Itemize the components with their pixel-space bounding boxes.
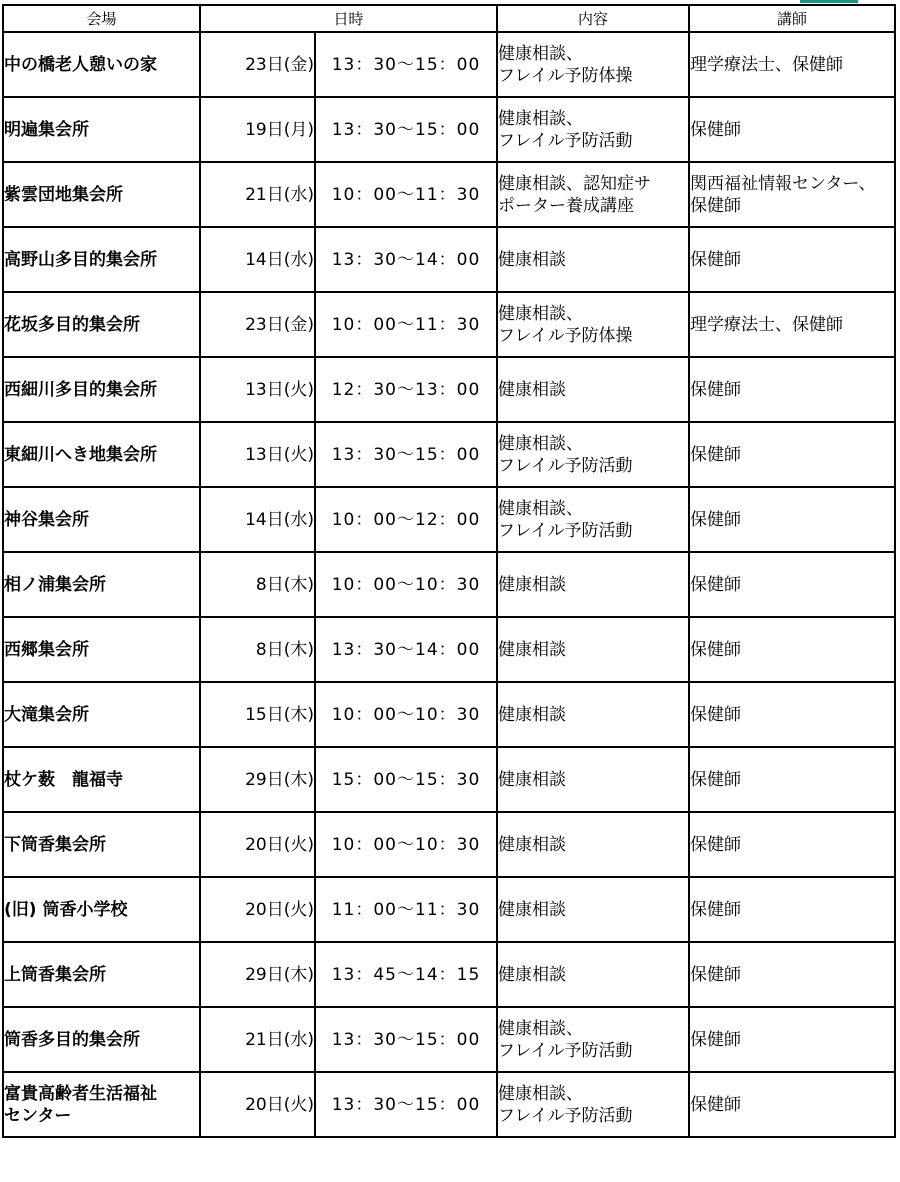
content-cell (497, 422, 689, 487)
time-cell: 13：30〜14：00 (315, 227, 497, 292)
lecturer-cell-line: 保健師 (690, 964, 742, 985)
content-cell-line: 健康相談 (498, 834, 567, 855)
content-cell-line: 健康相談 (498, 639, 567, 660)
venue-cell (3, 747, 200, 812)
time-cell: 13：30〜15：00 (315, 97, 497, 162)
content-cell-line: 健康相談、 (498, 1018, 584, 1039)
table-row (3, 682, 895, 747)
venue-cell-line: 明遍集会所 (4, 119, 89, 140)
time-cell: 10：00〜11：30 (315, 162, 497, 227)
time-cell: 13：30〜15：00 (315, 32, 497, 97)
content-cell (497, 552, 689, 617)
venue-cell (3, 32, 200, 97)
venue-cell (3, 227, 200, 292)
time-cell: 10：00〜11：30 (315, 292, 497, 357)
table-row (3, 162, 895, 227)
time-cell: 10：00〜10：30 (315, 552, 497, 617)
venue-cell (3, 877, 200, 942)
lecturer-cell (689, 682, 895, 747)
content-cell-line: フレイル予防体操 (498, 325, 633, 346)
content-cell-line: フレイル予防活動 (498, 1105, 633, 1126)
content-cell-line: フレイル予防活動 (498, 520, 633, 541)
content-cell (497, 1007, 689, 1072)
content-cell-line: ポーター養成講座 (498, 195, 635, 216)
content-cell (497, 292, 689, 357)
venue-cell (3, 162, 200, 227)
lecturer-cell (689, 747, 895, 812)
lecturer-cell-line: 保健師 (690, 444, 742, 465)
table-row (3, 877, 895, 942)
content-cell (497, 162, 689, 227)
header-lecturer: 講師 (689, 5, 895, 32)
table-row (3, 1007, 895, 1072)
venue-cell-line: 神谷集会所 (4, 509, 89, 530)
venue-cell-line: 筒香多目的集会所 (4, 1029, 140, 1050)
content-cell (497, 357, 689, 422)
lecturer-cell-line: 保健師 (690, 769, 742, 790)
table-body (3, 32, 895, 1137)
table-row (3, 97, 895, 162)
content-cell (497, 617, 689, 682)
time-cell: 10：00〜10：30 (315, 682, 497, 747)
time-cell: 13：45〜14：15 (315, 942, 497, 1007)
day-cell: 29日(木) (200, 747, 315, 812)
venue-cell (3, 942, 200, 1007)
lecturer-cell (689, 422, 895, 487)
venue-cell-line: 高野山多目的集会所 (4, 249, 157, 270)
content-cell (497, 32, 689, 97)
lecturer-cell-line: 理学療法士、保健師 (690, 314, 844, 335)
time-cell: 13：30〜14：00 (315, 617, 497, 682)
table-header (3, 5, 895, 32)
time-cell: 13：30〜15：00 (315, 1007, 497, 1072)
lecturer-cell (689, 292, 895, 357)
venue-cell-line: 杖ケ薮 龍福寺 (4, 769, 123, 790)
venue-cell (3, 812, 200, 877)
content-cell (497, 682, 689, 747)
venue-cell-line: 花坂多目的集会所 (4, 314, 140, 335)
venue-cell (3, 422, 200, 487)
content-cell-line: フレイル予防活動 (498, 1040, 633, 1061)
venue-cell (3, 682, 200, 747)
venue-cell-line: (旧) 筒香小学校 (4, 899, 128, 920)
venue-cell-line: 大滝集会所 (4, 704, 89, 725)
lecturer-cell-line: 保健師 (690, 249, 742, 270)
day-cell: 29日(木) (200, 942, 315, 1007)
lecturer-cell (689, 942, 895, 1007)
table-row (3, 487, 895, 552)
day-cell: 15日(木) (200, 682, 315, 747)
content-cell (497, 812, 689, 877)
day-cell: 20日(火) (200, 812, 315, 877)
day-cell: 20日(火) (200, 1072, 315, 1137)
lecturer-cell-line: 保健師 (690, 834, 742, 855)
table-row (3, 617, 895, 682)
table-row (3, 812, 895, 877)
table-row (3, 747, 895, 812)
content-cell (497, 97, 689, 162)
time-cell: 13：30〜15：00 (315, 1072, 497, 1137)
lecturer-cell-line: 関西福祉情報センター、 (690, 173, 876, 194)
table-row (3, 552, 895, 617)
content-cell (497, 877, 689, 942)
content-cell-line: 健康相談、 (498, 433, 584, 454)
day-cell: 8日(木) (200, 617, 315, 682)
content-cell (497, 942, 689, 1007)
day-cell: 13日(火) (200, 357, 315, 422)
venue-cell (3, 292, 200, 357)
venue-cell (3, 1007, 200, 1072)
lecturer-cell (689, 877, 895, 942)
table-row (3, 32, 895, 97)
lecturer-cell-line: 保健師 (690, 1029, 742, 1050)
content-cell-line: 健康相談 (498, 704, 567, 725)
content-cell-line: フレイル予防活動 (498, 455, 633, 476)
venue-cell-line: 富貴高齢者生活福祉 (4, 1083, 157, 1104)
header-venue: 会場 (3, 5, 200, 32)
header-row (3, 5, 895, 32)
day-cell: 14日(水) (200, 487, 315, 552)
header-datetime: 日時 (200, 5, 497, 32)
day-cell: 21日(水) (200, 1007, 315, 1072)
venue-cell-line: 上筒香集会所 (4, 964, 106, 985)
day-cell: 23日(金) (200, 32, 315, 97)
content-cell-line: 健康相談、 (498, 108, 584, 129)
venue-cell (3, 97, 200, 162)
table-row (3, 357, 895, 422)
content-cell (497, 747, 689, 812)
venue-cell-line: 相ノ浦集会所 (4, 574, 106, 595)
lecturer-cell (689, 617, 895, 682)
venue-cell (3, 552, 200, 617)
lecturer-cell-line: 保健師 (690, 119, 742, 140)
venue-cell-line: 東細川へき地集会所 (4, 444, 157, 465)
venue-cell (3, 487, 200, 552)
lecturer-cell (689, 357, 895, 422)
day-cell: 21日(水) (200, 162, 315, 227)
content-cell-line: 健康相談 (498, 574, 567, 595)
time-cell: 10：00〜12：00 (315, 487, 497, 552)
lecturer-cell-line: 保健師 (690, 379, 742, 400)
venue-cell-line: センター (4, 1105, 72, 1126)
lecturer-cell-line: 保健師 (690, 574, 742, 595)
day-cell: 23日(金) (200, 292, 315, 357)
lecturer-cell-line: 保健師 (690, 639, 742, 660)
venue-cell-line: 西細川多目的集会所 (4, 379, 157, 400)
content-cell-line: フレイル予防活動 (498, 130, 633, 151)
day-cell: 19日(月) (200, 97, 315, 162)
content-cell-line: フレイル予防体操 (498, 65, 633, 86)
content-cell (497, 227, 689, 292)
content-cell (497, 1072, 689, 1137)
venue-cell-line: 紫雲団地集会所 (4, 184, 123, 205)
day-cell: 20日(火) (200, 877, 315, 942)
content-cell-line: 健康相談、 (498, 43, 584, 64)
lecturer-cell (689, 552, 895, 617)
table-row (3, 292, 895, 357)
content-cell-line: 健康相談 (498, 379, 567, 400)
day-cell: 13日(火) (200, 422, 315, 487)
lecturer-cell (689, 227, 895, 292)
top-accent-bar (800, 0, 858, 3)
lecturer-cell (689, 1007, 895, 1072)
table-row (3, 227, 895, 292)
lecturer-cell-line: 保健師 (690, 1094, 742, 1115)
schedule-table (2, 4, 896, 1138)
lecturer-cell (689, 487, 895, 552)
time-cell: 11：00〜11：30 (315, 877, 497, 942)
lecturer-cell-line: 保健師 (690, 899, 742, 920)
lecturer-cell-line: 保健師 (690, 509, 742, 530)
time-cell: 13：30〜15：00 (315, 422, 497, 487)
table-row (3, 942, 895, 1007)
content-cell-line: 健康相談、 (498, 1083, 584, 1104)
time-cell: 15：00〜15：30 (315, 747, 497, 812)
lecturer-cell (689, 1072, 895, 1137)
lecturer-cell (689, 32, 895, 97)
lecturer-cell (689, 162, 895, 227)
content-cell-line: 健康相談、 (498, 498, 584, 519)
venue-cell (3, 617, 200, 682)
content-cell-line: 健康相談 (498, 899, 567, 920)
day-cell: 14日(水) (200, 227, 315, 292)
content-cell-line: 健康相談 (498, 964, 567, 985)
lecturer-cell (689, 97, 895, 162)
content-cell-line: 健康相談 (498, 249, 567, 270)
time-cell: 12：30〜13：00 (315, 357, 497, 422)
venue-cell-line: 西郷集会所 (4, 639, 89, 660)
content-cell-line: 健康相談 (498, 769, 567, 790)
lecturer-cell-line: 理学療法士、保健師 (690, 54, 844, 75)
table-row (3, 422, 895, 487)
time-cell: 10：00〜10：30 (315, 812, 497, 877)
content-cell-line: 健康相談、 (498, 303, 584, 324)
venue-cell (3, 1072, 200, 1137)
lecturer-cell-line: 保健師 (690, 704, 742, 725)
venue-cell-line: 中の橋老人憩いの家 (4, 54, 157, 75)
lecturer-cell-line: 保健師 (690, 195, 742, 216)
content-cell (497, 487, 689, 552)
table-row (3, 1072, 895, 1137)
lecturer-cell (689, 812, 895, 877)
venue-cell-line: 下筒香集会所 (4, 834, 106, 855)
venue-cell (3, 357, 200, 422)
content-cell-line: 健康相談、認知症サ (498, 173, 652, 194)
header-content: 内容 (497, 5, 689, 32)
day-cell: 8日(木) (200, 552, 315, 617)
